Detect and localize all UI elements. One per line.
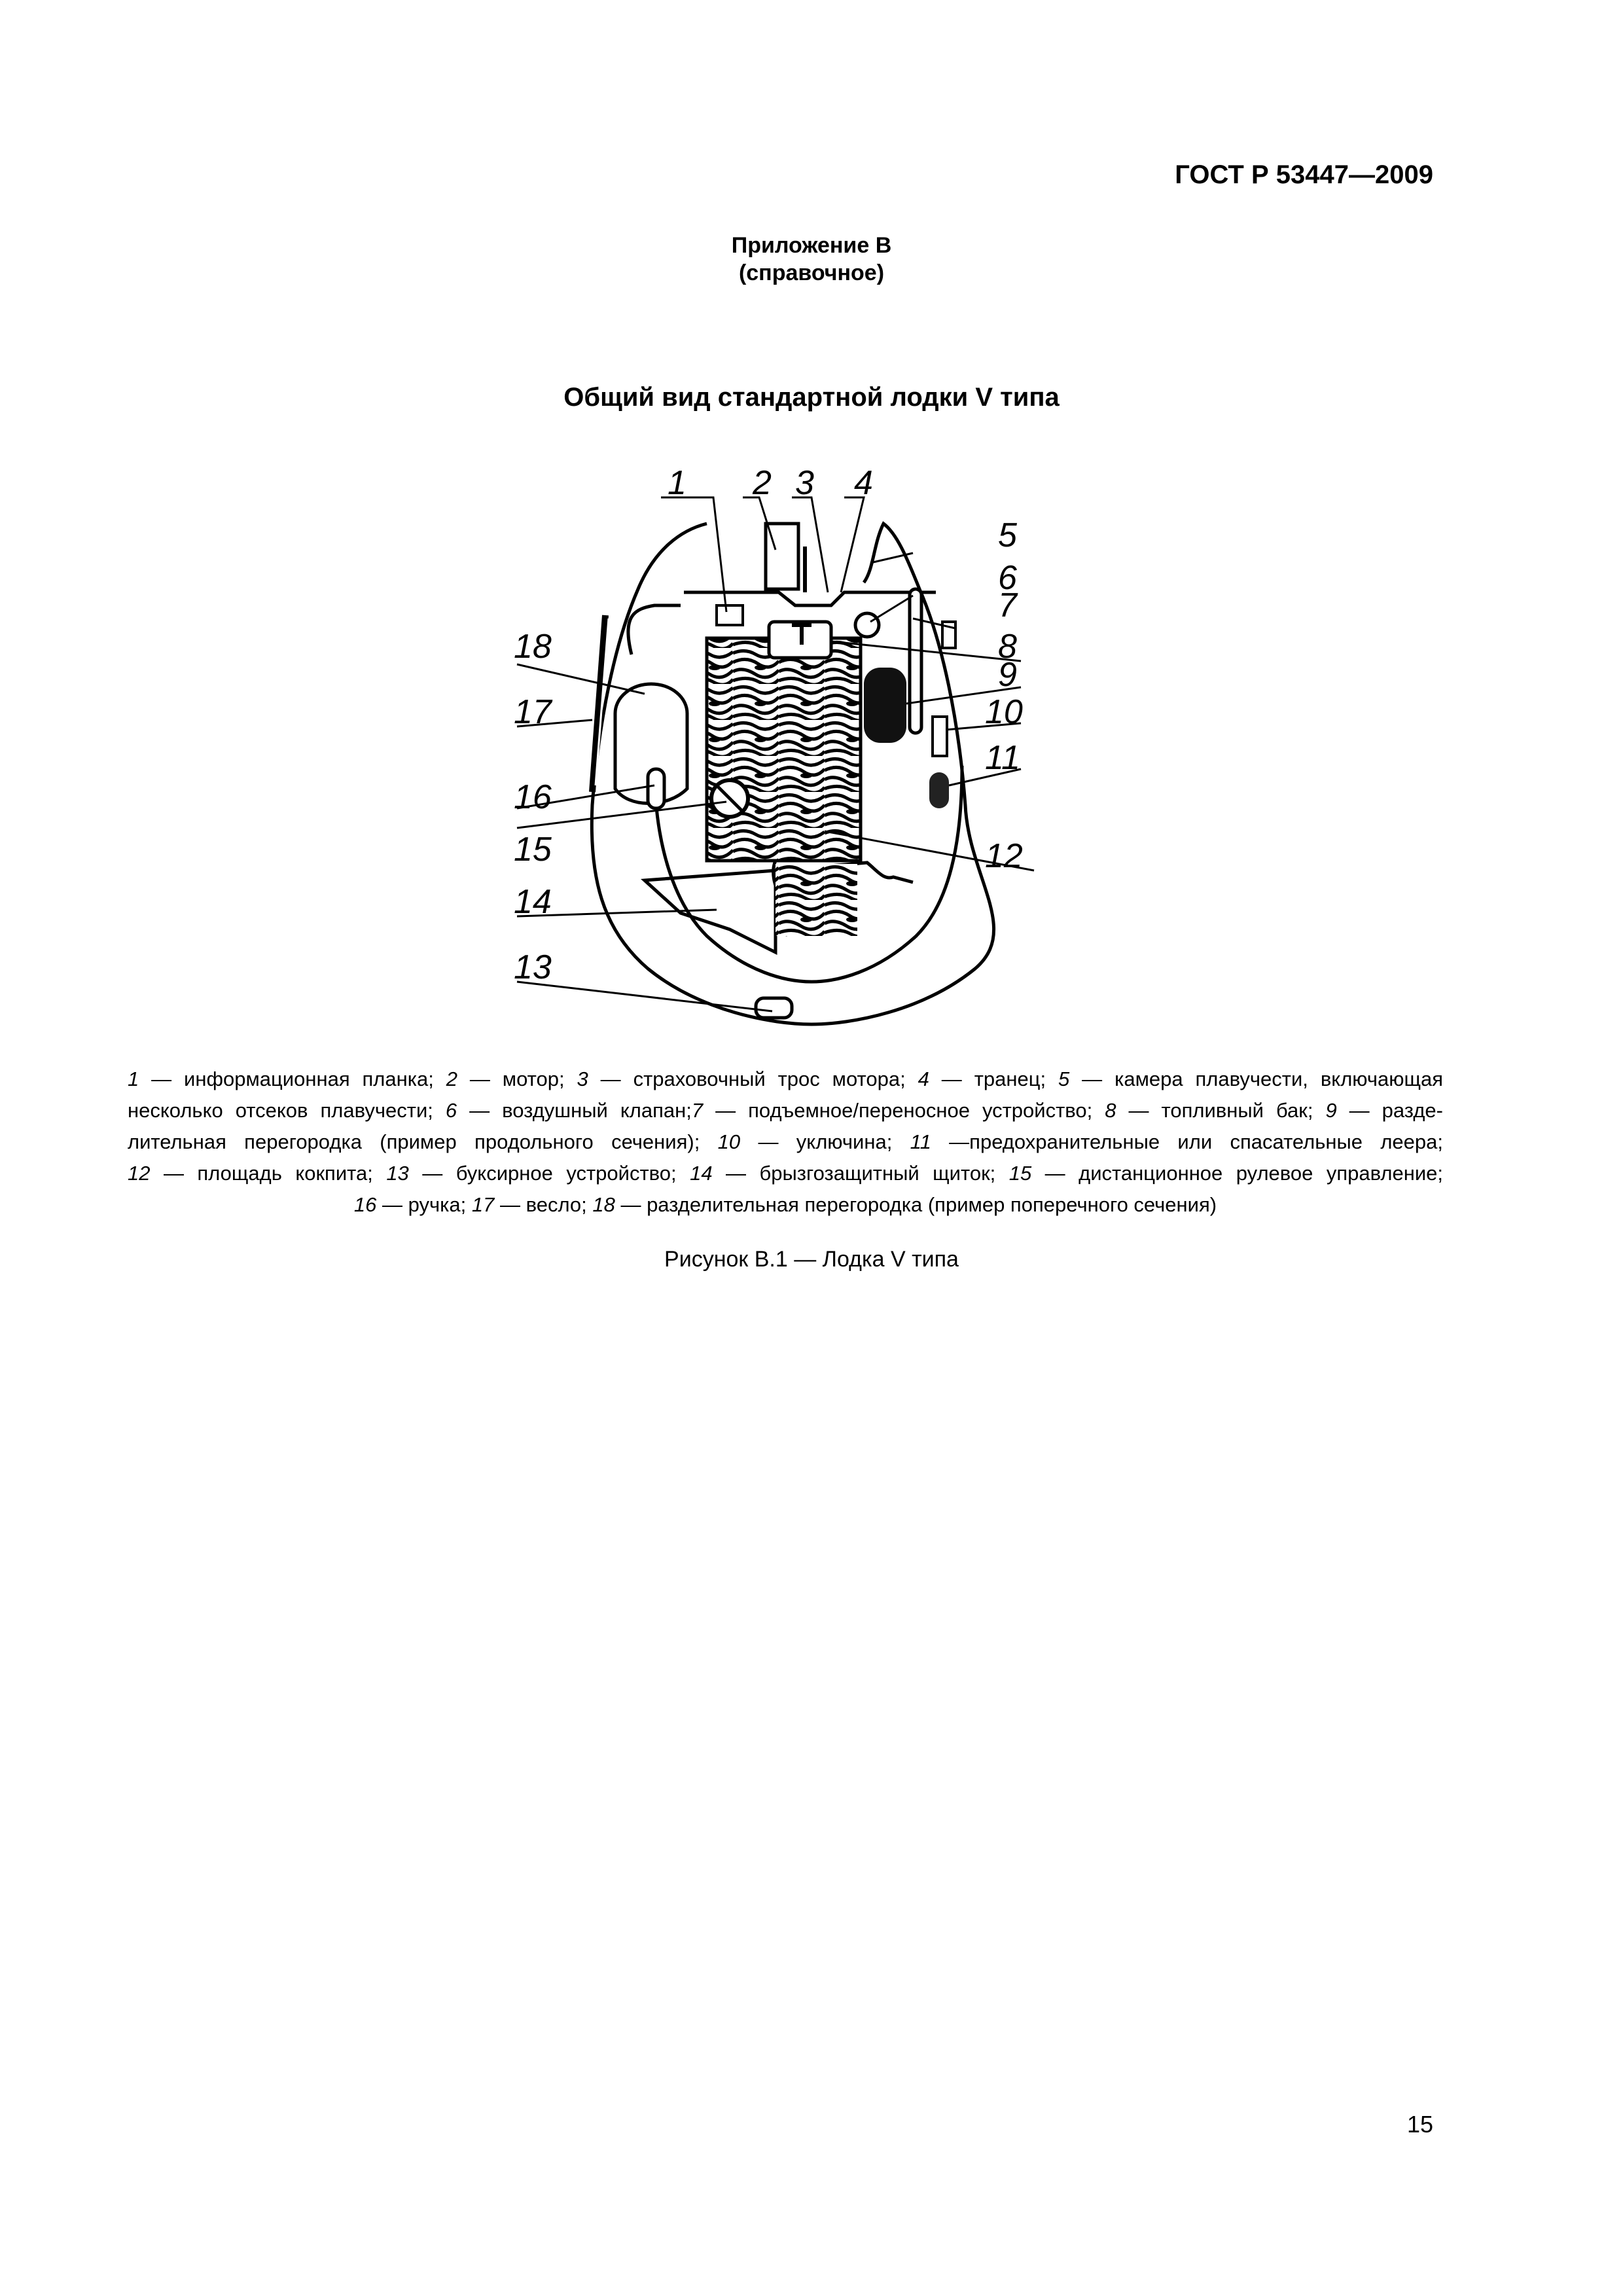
legend-item-number: 13	[386, 1162, 409, 1185]
legend-item-text: — камера плавучести, включающая	[1069, 1067, 1444, 1090]
callout-11: 11	[985, 739, 1020, 777]
legend-item-text: — мотор;	[457, 1067, 577, 1090]
legend-item-number: 3	[577, 1067, 588, 1090]
legend-line	[128, 1095, 1443, 1126]
callout-17: 17	[514, 693, 552, 731]
callout-6: 6	[998, 559, 1017, 597]
callout-5: 5	[998, 516, 1017, 554]
legend-item-number: 18	[592, 1193, 615, 1216]
legend-item-text: — разде-	[1336, 1099, 1443, 1122]
legend-item-number: 14	[690, 1162, 713, 1185]
figure-caption: Рисунок В.1 — Лодка V типа	[664, 1247, 959, 1272]
legend-item-number: 2	[446, 1067, 457, 1090]
legend-item-number: 1	[128, 1067, 139, 1090]
callout-1: 1	[668, 464, 687, 502]
legend-item-text: — уключина;	[740, 1130, 910, 1153]
legend-item-text: — страховочный трос мотора;	[588, 1067, 918, 1090]
callout-7: 7	[998, 586, 1017, 624]
callout-4: 4	[854, 464, 873, 502]
legend-item-number: 10	[717, 1130, 741, 1153]
page-number: 15	[1406, 2111, 1433, 2138]
legend-item-text: — топливный бак;	[1116, 1099, 1326, 1122]
figure-legend	[128, 1064, 1443, 1221]
callout-10: 10	[985, 693, 1023, 731]
annex-title: Приложение В	[731, 233, 892, 258]
callout-15: 15	[514, 831, 552, 869]
cockpit-floor	[707, 638, 861, 861]
legend-item-text: — транец;	[929, 1067, 1059, 1090]
legend-item-number: 5	[1058, 1067, 1070, 1090]
legend-item-text: — брызгозащитный щиток;	[712, 1162, 1009, 1185]
legend-item-text: — ручка;	[376, 1193, 472, 1216]
legend-item-text: — воздушный клапан;	[457, 1099, 692, 1122]
legend-item-number: 12	[128, 1162, 151, 1185]
document-code: ГОСТ Р 53447—2009	[1175, 160, 1433, 189]
legend-item-number: 6	[445, 1099, 457, 1122]
legend-line	[128, 1158, 1443, 1189]
legend-item-text: несколько отсеков плавучести;	[128, 1099, 446, 1122]
callout-3: 3	[795, 464, 814, 502]
annex-status: (справочное)	[738, 260, 885, 285]
legend-line	[128, 1126, 1443, 1158]
callout-2: 2	[753, 464, 772, 502]
legend-item-text: — площадь кокпита;	[150, 1162, 387, 1185]
legend-item-text: — информационная планка;	[139, 1067, 446, 1090]
legend-line	[128, 1189, 1443, 1221]
callout-16: 16	[514, 778, 552, 816]
legend-item-number: 4	[918, 1067, 929, 1090]
callout-13: 13	[514, 948, 552, 986]
legend-line	[128, 1064, 1443, 1095]
callout-12: 12	[985, 837, 1023, 875]
bulkhead-long	[864, 668, 906, 743]
legend-item-number: 15	[1008, 1162, 1032, 1185]
callout-8: 8	[998, 628, 1017, 666]
legend-item-text: — дистанционное рулевое управление;	[1031, 1162, 1443, 1185]
legend-item-text: лительная перегородка (пример продольного сечения);	[128, 1130, 718, 1153]
callout-14: 14	[514, 883, 552, 921]
legend-item-number: 16	[353, 1193, 377, 1216]
legend-item-number: 11	[910, 1130, 931, 1153]
figure-title: Общий вид стандартной лодки V типа	[563, 383, 1060, 412]
legend-item-text: — буксирное устройство;	[408, 1162, 690, 1185]
legend-item-number: 7	[691, 1099, 704, 1122]
legend-item-number: 9	[1325, 1099, 1337, 1122]
callout-9: 9	[998, 656, 1017, 694]
callout-18: 18	[514, 628, 552, 666]
legend-item-text: — весло;	[494, 1193, 593, 1216]
legend-item-number: 17	[471, 1193, 495, 1216]
legend-item-text: — разделительная перегородка (пример поперечного сечения)	[615, 1193, 1217, 1216]
legend-item-text: — подъемное/переносное устройство;	[703, 1099, 1105, 1122]
legend-item-text: —предохранительные или спасательные леера;	[931, 1130, 1443, 1153]
legend-item-number: 8	[1105, 1099, 1116, 1122]
